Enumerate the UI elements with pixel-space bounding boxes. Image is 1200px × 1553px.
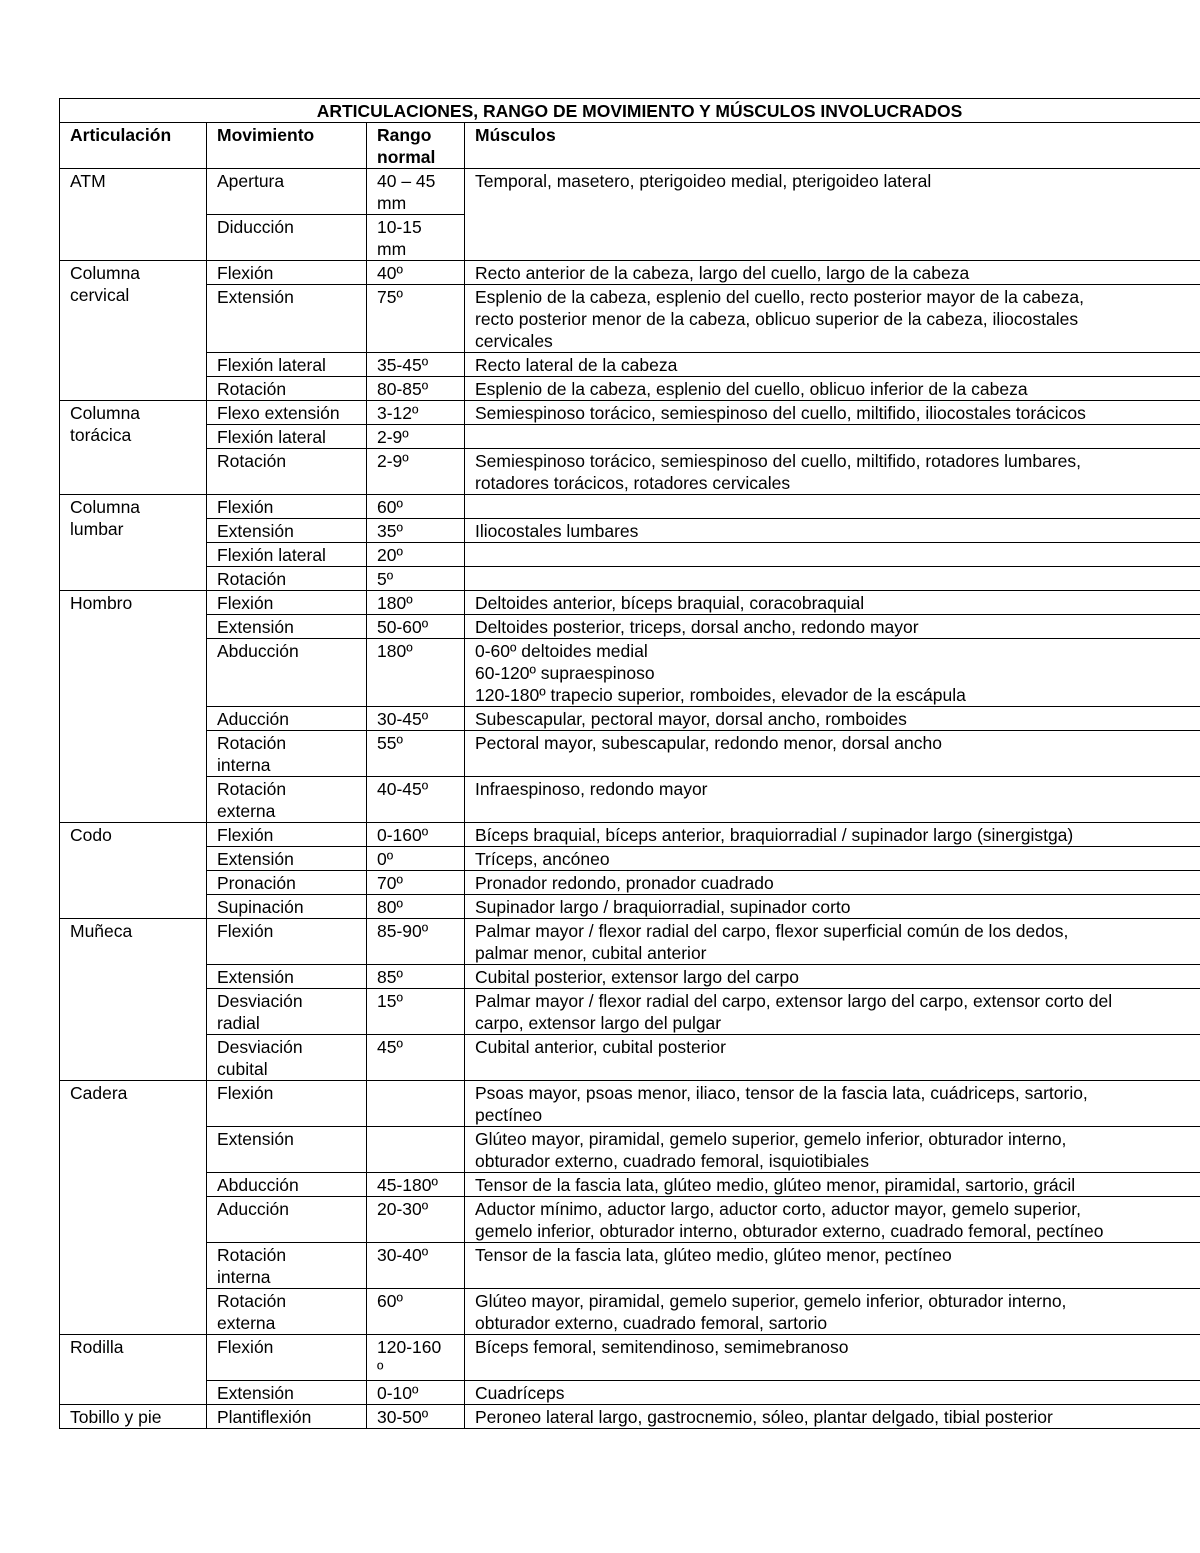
range-cell: 35º (367, 519, 465, 543)
joint-cell: Muñeca (60, 919, 207, 1081)
table-row (60, 377, 1200, 401)
table-row (60, 449, 1200, 495)
muscles-cell: Semiespinoso torácico, semiespinoso del cuello, miltifido, iliocostales torácicos (465, 401, 1200, 425)
table-row (60, 707, 1200, 731)
movement-cell: Flexión (207, 1335, 367, 1381)
joint-cell: ATM (60, 169, 207, 261)
range-cell: 0º (367, 847, 465, 871)
muscles-cell (465, 543, 1200, 567)
muscles-cell: Bíceps femoral, semitendinoso, semimebranoso (465, 1335, 1200, 1381)
range-cell: 80-85º (367, 377, 465, 401)
table-row (60, 615, 1200, 639)
muscles-cell: Glúteo mayor, piramidal, gemelo superior, gemelo inferior, obturador interno, obturador externo, cuadrado femoral, isquiotibiales (465, 1127, 1200, 1173)
range-cell: 60º (367, 1289, 465, 1335)
table-row (60, 965, 1200, 989)
range-cell: 180º (367, 639, 465, 707)
movement-cell: Flexión (207, 1081, 367, 1127)
range-cell: 10-15 mm (367, 215, 465, 261)
movement-cell: Aducción (207, 707, 367, 731)
table-row (60, 401, 1200, 425)
range-cell: 45-180º (367, 1173, 465, 1197)
table-row (60, 989, 1200, 1035)
movement-cell: Abducción (207, 639, 367, 707)
table-row (60, 1405, 1200, 1429)
movement-cell: Flexión lateral (207, 425, 367, 449)
muscles-cell: Tensor de la fascia lata, glúteo medio, glúteo menor, pectíneo (465, 1243, 1200, 1289)
movement-cell: Rotación interna (207, 1243, 367, 1289)
table-row (60, 919, 1200, 965)
range-cell: 0-160º (367, 823, 465, 847)
joint-cell: Cadera (60, 1081, 207, 1335)
muscles-cell: Infraespinoso, redondo mayor (465, 777, 1200, 823)
table-row (60, 519, 1200, 543)
range-cell: 85º (367, 965, 465, 989)
joint-cell: Codo (60, 823, 207, 919)
range-cell: 55º (367, 731, 465, 777)
title-row (60, 99, 1200, 123)
movement-cell: Pronación (207, 871, 367, 895)
muscles-cell: Pectoral mayor, subescapular, redondo menor, dorsal ancho (465, 731, 1200, 777)
muscles-cell: Cubital posterior, extensor largo del carpo (465, 965, 1200, 989)
muscles-cell: Deltoides posterior, triceps, dorsal ancho, redondo mayor (465, 615, 1200, 639)
muscles-cell: Palmar mayor / flexor radial del carpo, flexor superficial común de los dedos, palmar menor, cubital anterior (465, 919, 1200, 965)
muscles-cell: Tríceps, ancóneo (465, 847, 1200, 871)
table-row (60, 731, 1200, 777)
table-row (60, 895, 1200, 919)
movement-cell: Flexión lateral (207, 543, 367, 567)
table-row (60, 847, 1200, 871)
range-cell: 180º (367, 591, 465, 615)
movement-cell: Extensión (207, 519, 367, 543)
muscles-cell: Bíceps braquial, bíceps anterior, braquiorradial / supinador largo (sinergistga) (465, 823, 1200, 847)
muscles-cell (465, 425, 1200, 449)
movement-cell: Extensión (207, 965, 367, 989)
table-row (60, 1081, 1200, 1127)
movement-cell: Rotación (207, 449, 367, 495)
muscles-cell: Psoas mayor, psoas menor, iliaco, tensor de la fascia lata, cuádriceps, sartorio, pectíneo (465, 1081, 1200, 1127)
joint-cell: Columna cervical (60, 261, 207, 401)
table-row (60, 285, 1200, 353)
table-row (60, 1381, 1200, 1405)
muscles-cell (465, 495, 1200, 519)
table-row (60, 871, 1200, 895)
muscles-cell: Deltoides anterior, bíceps braquial, coracobraquial (465, 591, 1200, 615)
table-row (60, 1127, 1200, 1173)
table-row (60, 1035, 1200, 1081)
movement-cell: Plantiflexión (207, 1405, 367, 1429)
table-row (60, 1243, 1200, 1289)
movement-cell: Desviación cubital (207, 1035, 367, 1081)
header-rango: Rango normal (367, 123, 465, 169)
table-row (60, 169, 1200, 215)
movement-cell: Extensión (207, 285, 367, 353)
range-cell: 35-45º (367, 353, 465, 377)
range-cell: 15º (367, 989, 465, 1035)
movement-cell: Flexión (207, 591, 367, 615)
muscles-cell: Recto lateral de la cabeza (465, 353, 1200, 377)
movement-cell: Extensión (207, 1381, 367, 1405)
joint-cell: Columna lumbar (60, 495, 207, 591)
range-cell: 3-12º (367, 401, 465, 425)
muscles-cell: 0-60º deltoides medial 60-120º supraespinoso 120-180º trapecio superior, romboides, elevador de la escápula (465, 639, 1200, 707)
muscles-cell: Aductor mínimo, aductor largo, aductor corto, aductor mayor, gemelo superior, gemelo inferior, obturador interno, obturador externo, cuadrado femoral, pectíneo (465, 1197, 1200, 1243)
movement-cell: Extensión (207, 847, 367, 871)
muscles-cell: Supinador largo / braquiorradial, supinador corto (465, 895, 1200, 919)
table-body (60, 169, 1200, 1429)
table-title: ARTICULACIONES, RANGO DE MOVIMIENTO Y MÚSCULOS INVOLUCRADOS (60, 99, 1200, 123)
range-cell: 5º (367, 567, 465, 591)
movement-cell: Flexión (207, 495, 367, 519)
range-cell: 70º (367, 871, 465, 895)
muscles-cell: Recto anterior de la cabeza, largo del cuello, largo de la cabeza (465, 261, 1200, 285)
table-row (60, 1289, 1200, 1335)
movement-cell: Supinación (207, 895, 367, 919)
range-cell: 20-30º (367, 1197, 465, 1243)
header-musculos: Músculos (465, 123, 1200, 169)
movement-cell: Flexo extensión (207, 401, 367, 425)
range-cell: 50-60º (367, 615, 465, 639)
range-cell: 120-160 º (367, 1335, 465, 1381)
movement-cell: Rotación interna (207, 731, 367, 777)
range-cell: 60º (367, 495, 465, 519)
muscles-cell: Cubital anterior, cubital posterior (465, 1035, 1200, 1081)
joint-cell: Tobillo y pie (60, 1405, 207, 1429)
range-cell: 40-45º (367, 777, 465, 823)
table-row (60, 543, 1200, 567)
table-row (60, 1335, 1200, 1381)
range-cell (367, 1127, 465, 1173)
joint-cell: Hombro (60, 591, 207, 823)
table-row (60, 777, 1200, 823)
joint-cell: Rodilla (60, 1335, 207, 1405)
muscles-cell: Subescapular, pectoral mayor, dorsal ancho, romboides (465, 707, 1200, 731)
muscles-cell: Esplenio de la cabeza, esplenio del cuello, oblicuo inferior de la cabeza (465, 377, 1200, 401)
table-row (60, 639, 1200, 707)
range-cell: 75º (367, 285, 465, 353)
range-cell: 85-90º (367, 919, 465, 965)
muscles-cell: Temporal, masetero, pterigoideo medial, pterigoideo lateral (465, 169, 1200, 261)
table-row (60, 353, 1200, 377)
table-row (60, 425, 1200, 449)
anatomy-table (59, 98, 1200, 1429)
header-movimiento: Movimiento (207, 123, 367, 169)
muscles-cell: Glúteo mayor, piramidal, gemelo superior, gemelo inferior, obturador interno, obturador externo, cuadrado femoral, sartorio (465, 1289, 1200, 1335)
movement-cell: Desviación radial (207, 989, 367, 1035)
table-row (60, 261, 1200, 285)
range-cell: 2-9º (367, 425, 465, 449)
movement-cell: Rotación (207, 377, 367, 401)
muscles-cell (465, 567, 1200, 591)
range-cell: 30-40º (367, 1243, 465, 1289)
movement-cell: Abducción (207, 1173, 367, 1197)
movement-cell: Flexión (207, 823, 367, 847)
range-cell (367, 1081, 465, 1127)
muscles-cell: Tensor de la fascia lata, glúteo medio, glúteo menor, piramidal, sartorio, grácil (465, 1173, 1200, 1197)
range-cell: 40 – 45 mm (367, 169, 465, 215)
range-cell: 30-50º (367, 1405, 465, 1429)
movement-cell: Apertura (207, 169, 367, 215)
range-cell: 45º (367, 1035, 465, 1081)
movement-cell: Rotación (207, 567, 367, 591)
range-cell: 80º (367, 895, 465, 919)
range-cell: 0-10º (367, 1381, 465, 1405)
muscles-cell: Iliocostales lumbares (465, 519, 1200, 543)
range-cell: 30-45º (367, 707, 465, 731)
joint-cell: Columna torácica (60, 401, 207, 495)
table-row (60, 1197, 1200, 1243)
muscles-cell: Cuadríceps (465, 1381, 1200, 1405)
table-row (60, 823, 1200, 847)
movement-cell: Extensión (207, 1127, 367, 1173)
movement-cell: Rotación externa (207, 777, 367, 823)
header-row (60, 123, 1200, 169)
movement-cell: Rotación externa (207, 1289, 367, 1335)
movement-cell: Extensión (207, 615, 367, 639)
muscles-cell: Pronador redondo, pronador cuadrado (465, 871, 1200, 895)
muscles-cell: Peroneo lateral largo, gastrocnemio, sóleo, plantar delgado, tibial posterior (465, 1405, 1200, 1429)
range-cell: 2-9º (367, 449, 465, 495)
table-row (60, 567, 1200, 591)
movement-cell: Aducción (207, 1197, 367, 1243)
table-row (60, 495, 1200, 519)
movement-cell: Flexión lateral (207, 353, 367, 377)
range-cell: 40º (367, 261, 465, 285)
movement-cell: Flexión (207, 261, 367, 285)
muscles-cell: Esplenio de la cabeza, esplenio del cuello, recto posterior mayor de la cabeza, recto posterior menor de la cabeza, oblicuo superior de la cabeza, iliocostales cervicales (465, 285, 1200, 353)
range-cell: 20º (367, 543, 465, 567)
header-articulacion: Articulación (60, 123, 207, 169)
movement-cell: Diducción (207, 215, 367, 261)
table-row (60, 591, 1200, 615)
muscles-cell: Palmar mayor / flexor radial del carpo, extensor largo del carpo, extensor corto del carpo, extensor largo del pulgar (465, 989, 1200, 1035)
table-row (60, 1173, 1200, 1197)
movement-cell: Flexión (207, 919, 367, 965)
muscles-cell: Semiespinoso torácico, semiespinoso del cuello, miltifido, rotadores lumbares, rotadores torácicos, rotadores cervicales (465, 449, 1200, 495)
